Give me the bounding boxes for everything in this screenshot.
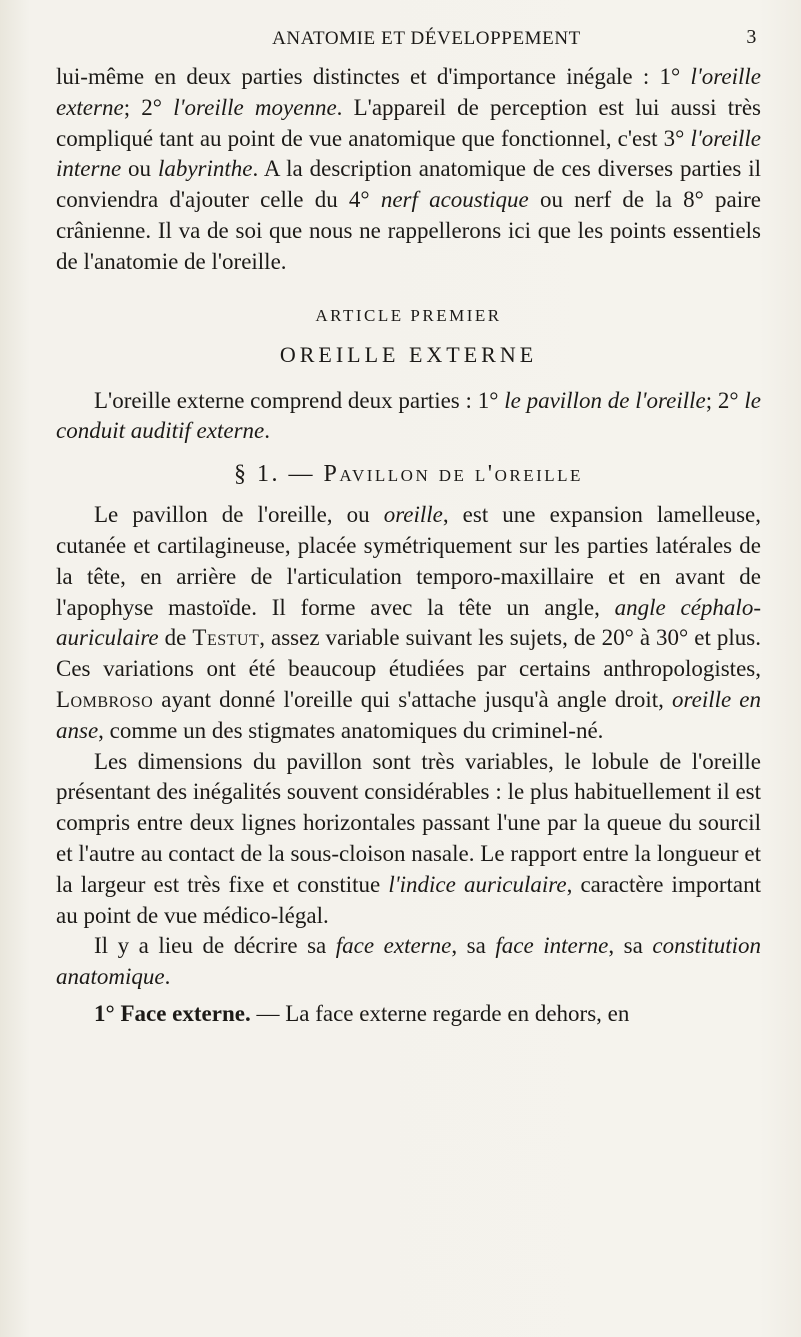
text-run: Les dimensions du pavillon sont très variables, le lobule de l'oreille présentant des inégalités souvent considérables : le plus habituellement il est compris entre deux lignes horizontales passant l'une par la queue du sourcil et l'autre au contact de la sous-cloison nasale. Le rapport entre la longueur et la largeur est très fixe et constitue xyxy=(56,748,761,897)
italic-term: l'oreille externe xyxy=(56,64,761,120)
text-run: , comme un des stigmates anatomiques du criminel-né. xyxy=(98,717,604,743)
italic-term: face externe xyxy=(335,933,452,959)
italic-term: le pavillon de l'oreille xyxy=(504,387,706,413)
paragraph-pavillon xyxy=(56,500,761,746)
text-run: — La face externe regarde en dehors, en xyxy=(250,1000,630,1026)
article-title: OREILLE EXTERNE xyxy=(279,341,538,367)
italic-term: oreille en anse xyxy=(56,686,761,743)
paragraph-dimensions xyxy=(56,747,761,932)
text-run: ou nerf de la 8° paire crânienne. Il va de soi que nous ne rappellerons ici que les points essentiels de l'anatomie de l'oreille. xyxy=(56,187,762,274)
italic-term: l'oreille interne xyxy=(56,125,761,182)
italic-term: constitution anatomique xyxy=(56,933,761,990)
text-run: ; 2° xyxy=(123,94,174,120)
text-run: lui-même en deux parties distinctes et d'importance inégale : 1° xyxy=(56,64,691,89)
text-run: . xyxy=(264,418,270,444)
paragraph-plan xyxy=(56,931,761,993)
text-run: ; 2° xyxy=(705,387,745,413)
subheading-lead: 1° Face externe. xyxy=(94,1000,251,1026)
text-run: , caractère important au point de vue médico-légal. xyxy=(56,871,761,928)
text-run: , sa xyxy=(451,933,496,959)
italic-term: le conduit auditif externe xyxy=(56,387,762,444)
text-run: Le pavillon de l'oreille, ou xyxy=(94,502,384,528)
intro-paragraph xyxy=(56,62,761,278)
italic-term: l'indice auriculaire xyxy=(388,871,567,897)
text-run: . L'appareil de perception est lui aussi très compliqué tant au point de vue anatomique que fonctionnel, c'est 3° xyxy=(56,94,762,151)
italic-term: l'oreille moyenne xyxy=(173,94,337,120)
running-head xyxy=(92,28,761,56)
page-number: 3 xyxy=(746,26,757,48)
paragraph-face-externe xyxy=(56,999,761,1030)
article-label: ARTICLE PREMIER xyxy=(315,305,502,325)
italic-term: angle céphalo-auriculaire xyxy=(56,594,761,651)
article-intro-paragraph xyxy=(56,386,761,448)
text-run: , sa xyxy=(608,933,653,959)
section-title: § 1. — Pavillon de l'oreille xyxy=(234,461,583,488)
italic-term: labyrinthe xyxy=(157,156,253,182)
author-name: Testut xyxy=(192,625,260,651)
italic-term: oreille xyxy=(383,502,443,528)
author-name: Lombroso xyxy=(56,686,154,712)
text-run: . xyxy=(164,964,171,990)
text-run: de xyxy=(158,625,193,651)
italic-term: nerf acoustique xyxy=(380,187,529,213)
italic-term: face interne xyxy=(495,933,609,959)
text-run: , assez variable suivant les sujets, de 20° à 30° et plus. Ces variations ont été beaucoup étudiées par certains anthropologistes, xyxy=(56,625,761,682)
text-run: Il y a lieu de décrire sa xyxy=(94,933,336,959)
running-title: ANATOMIE ET DÉVELOPPEMENT xyxy=(272,28,581,49)
text-run: . A la description anatomique de ces diverses parties il conviendra d'ajouter celle du 4° xyxy=(56,156,761,213)
text-run: L'oreille externe comprend deux parties : 1° xyxy=(94,387,505,413)
text-run: ayant donné l'oreille qui s'attache jusqu'à angle droit, xyxy=(153,686,673,712)
text-run: ou xyxy=(121,156,158,182)
text-run: , est une expansion lamelleuse, cutanée et cartilagineuse, placée symétriquement sur les parties latérales de la tête, en arrière de l'articulation temporo-maxillaire et en avant de l'apophyse mastoïde. Il forme avec la tête un angle, xyxy=(56,502,761,620)
